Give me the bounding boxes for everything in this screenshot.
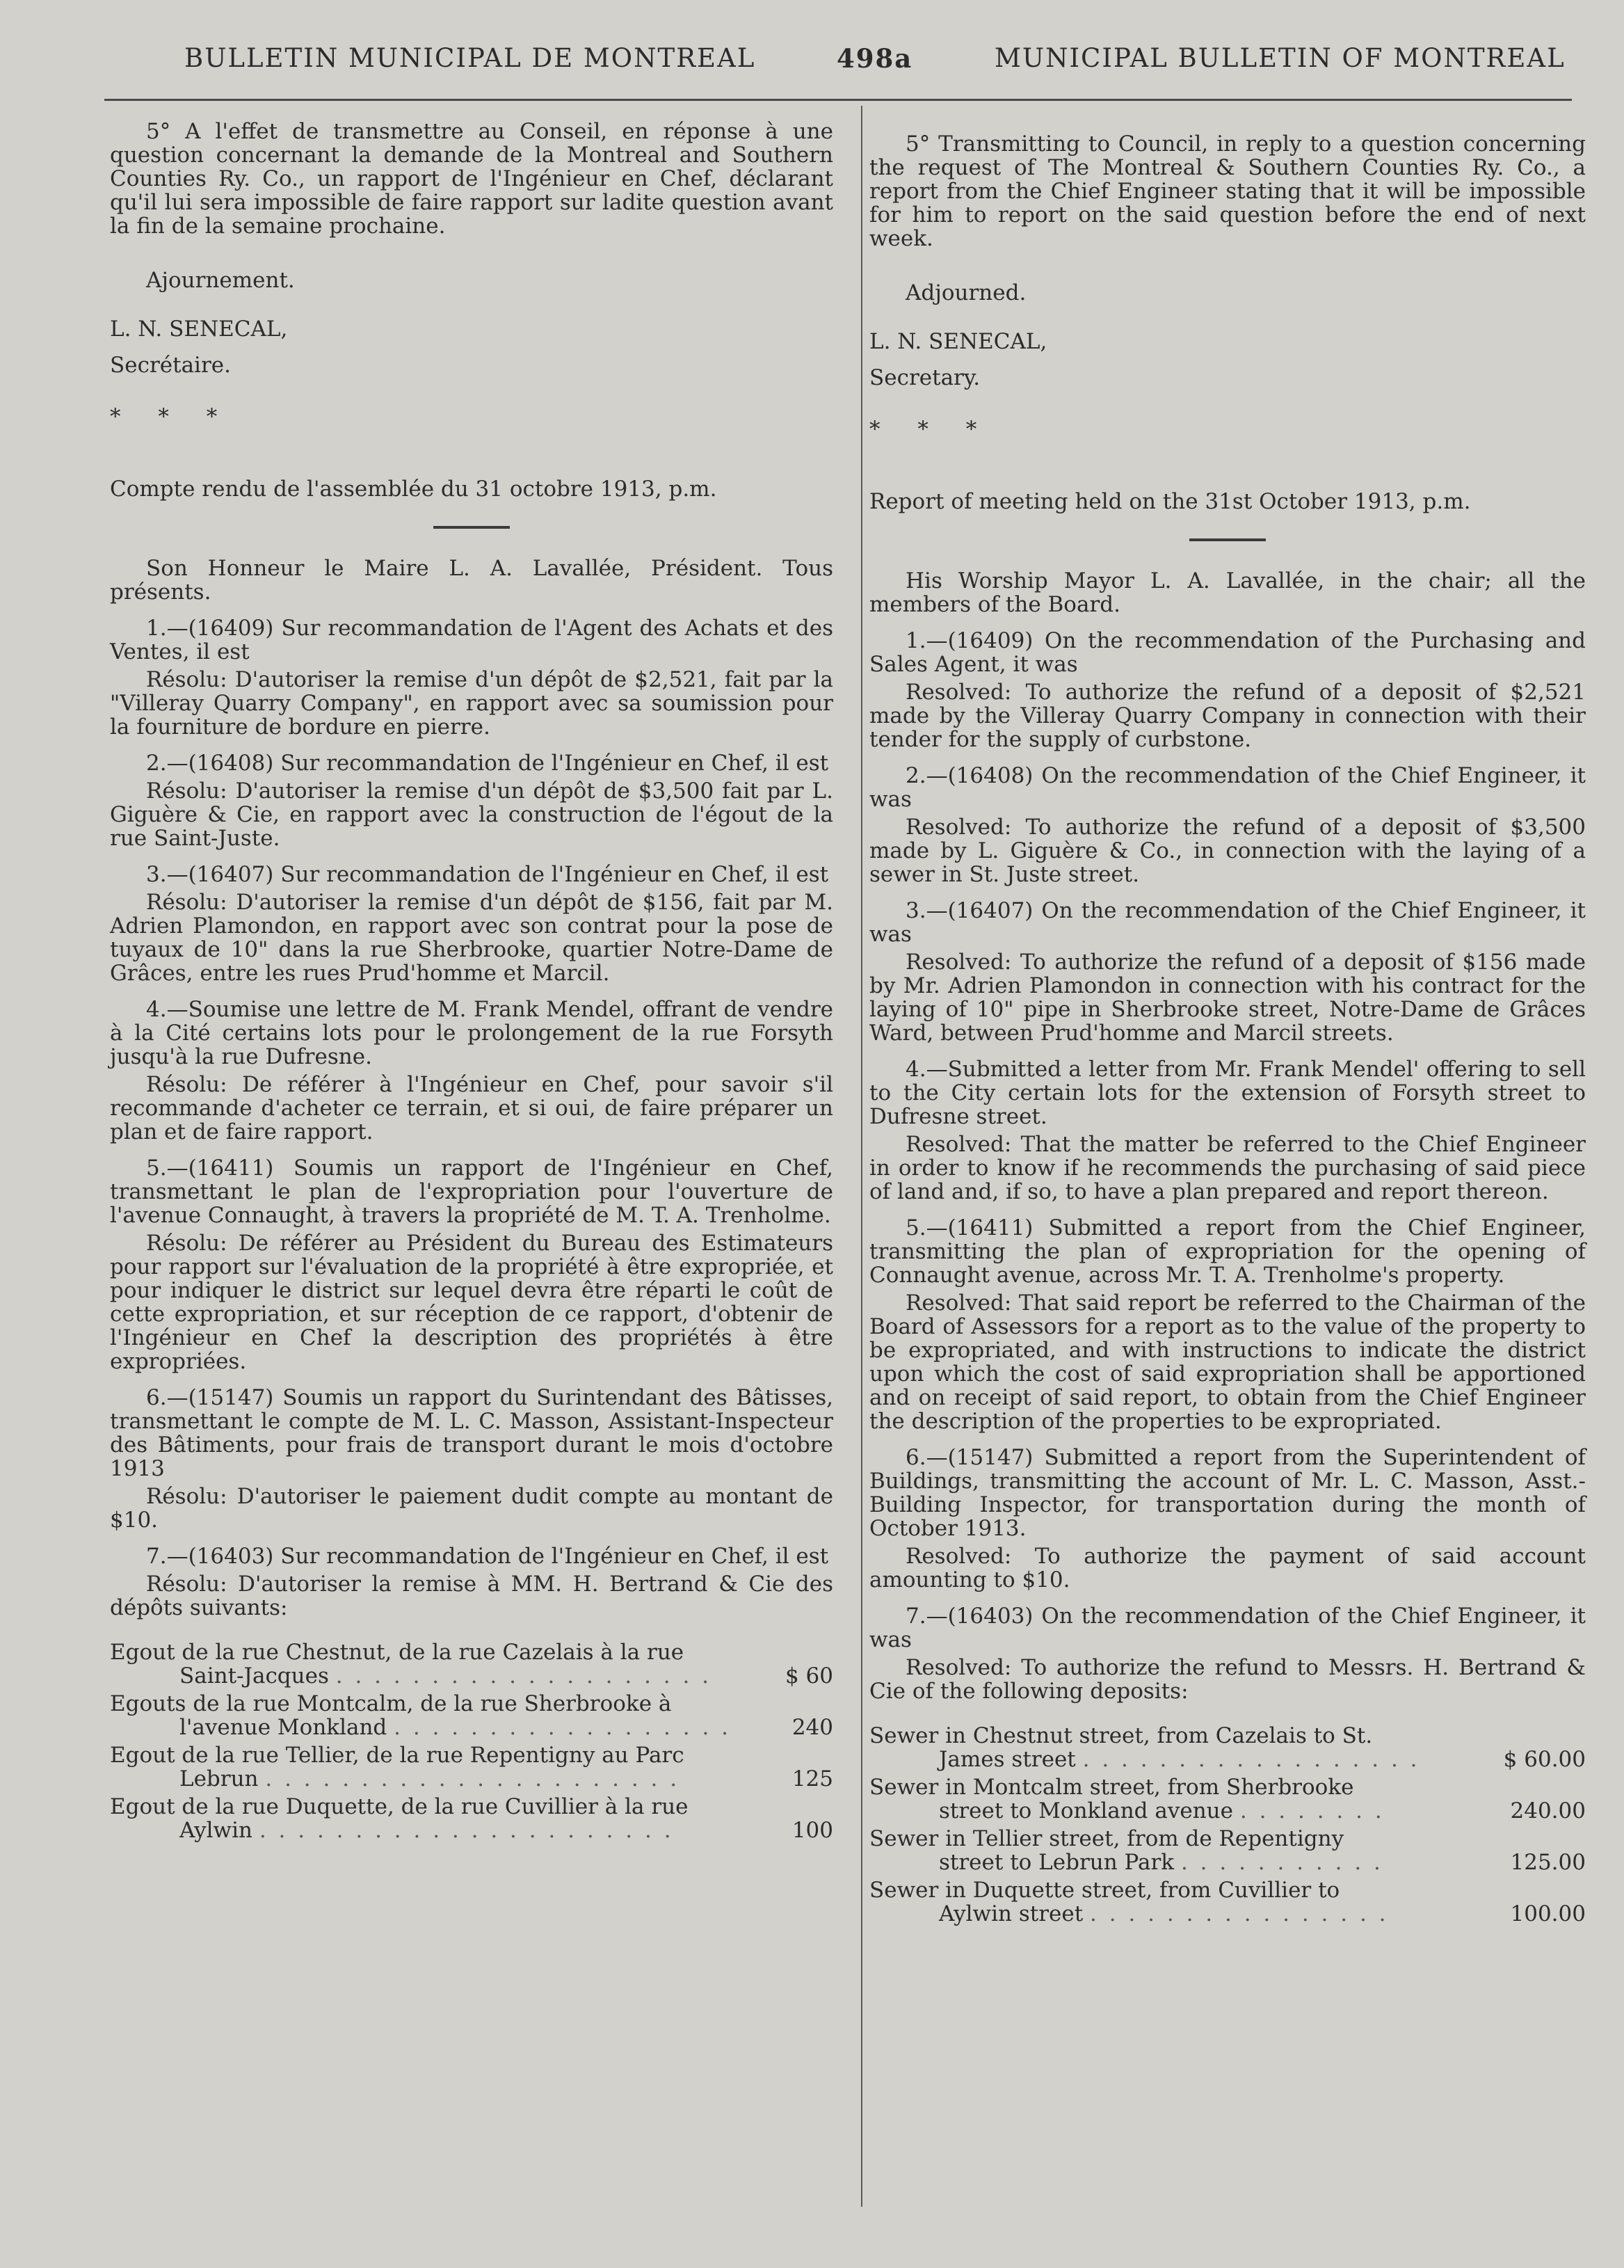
deposit-description-cont: Saint-Jacques — [179, 1663, 329, 1688]
header-title-english: MUNICIPAL BULLETIN OF MONTREAL — [995, 43, 1566, 73]
deposit-amount: 100 — [791, 1818, 833, 1843]
item-6: 6.—(15147) Soumis un rapport du Surintendant des Bâtisses, transmettant le compte de M. L. C. Masson, Assistant-Inspecteur des Bâtiments, pour frais de transport durant le mois d'octobre 1913 — [110, 1385, 833, 1481]
item-1: 1.—(16409) On the recommendation of the Purchasing and Sales Agent, it was — [869, 628, 1586, 677]
signature-name: L. N. SENECAL, — [869, 329, 1047, 354]
table-row: Egout de la rue Chestnut, de la rue Cazelais à la rue Saint-Jacques . . . . . . . . . . . . . . . . . . . . $ 60 — [110, 1640, 833, 1688]
item-7-resolution: Resolved: To authorize the refund to Messrs. H. Bertrand & Cie of the following deposits: — [869, 1655, 1586, 1704]
intro-paragraph: 5° A l'effet de transmettre au Conseil, en réponse à une question concernant la demande de la Montreal and Southern Counties Ry. Co., un rapport de l'Ingénieur en Chef, déclarant qu'il lui sera impossible de faire rapport sur ladite question avant la fin de la semaine prochaine. — [110, 119, 833, 239]
item-7: 7.—(16403) Sur recommandation de l'Ingénieur en Chef, il est — [146, 1544, 829, 1569]
table-row: Sewer in Duquette street, from Cuvillier to Aylwin street . . . . . . . . . . . . . . . . 100.00 — [869, 1878, 1586, 1926]
deposit-description-cont: Lebrun — [179, 1766, 259, 1791]
item-3: 3.—(16407) Sur recommandation de l'Ingénieur en Chef, il est — [146, 862, 829, 887]
deposit-description: Sewer in Tellier street, from de Repentigny — [869, 1826, 1344, 1851]
deposit-description-cont: street to Lebrun Park — [939, 1850, 1175, 1875]
signature-title: Secrétaire. — [110, 353, 231, 378]
deposit-description-cont: street to Monkland avenue — [939, 1798, 1233, 1823]
english-column — [869, 120, 1586, 1930]
deposit-description-cont: Aylwin street — [939, 1901, 1084, 1926]
deposit-description: Egout de la rue Chestnut, de la rue Cazelais à la rue — [110, 1640, 684, 1665]
deposit-description-cont: James street — [939, 1747, 1076, 1772]
item-3-resolution: Résolu: D'autoriser la remise d'un dépôt de $156, fait par M. Adrien Plamondon, en rapport avec son contrat pour la pose de tuyaux de 10" dans la rue Sherbrooke, quartier Notre-Dame de Grâces, entre les rues Prud'homme et Marcil. — [110, 890, 833, 986]
adjourned-text: Ajournement. — [146, 268, 295, 293]
signature-name: L. N. SENECAL, — [110, 317, 288, 342]
deposit-amount: $ 60 — [785, 1663, 833, 1688]
deposit-description: Egout de la rue Tellier, de la rue Repentigny au Parc — [110, 1743, 684, 1768]
meeting-title: Report of meeting held on the 31st October 1913, p.m. — [869, 489, 1471, 514]
item-4: 4.—Submitted a letter from Mr. Frank Mendel' offering to sell to the City certain lots for the extension of Forsyth street to Dufresne street. — [869, 1057, 1586, 1129]
item-1-resolution: Résolu: D'autoriser la remise d'un dépôt de $2,521, fait par la "Villeray Quarry Company", en rapport avec sa soumission pour la fourniture de bordure en pierre. — [110, 667, 833, 740]
presence-text: His Worship Mayor L. A. Lavallée, in the chair; all the members of the Board. — [869, 568, 1586, 617]
header-title-french: BULLETIN MUNICIPAL DE MONTREAL — [184, 43, 756, 73]
deposit-description-cont: l'avenue Monkland — [179, 1715, 387, 1740]
item-5: 5.—(16411) Soumis un rapport de l'Ingénieur en Chef, transmettant le plan de l'expropriation pour l'ouverture de l'avenue Connaught, à travers la propriété de M. T. A. Trenholme. — [110, 1156, 833, 1228]
item-3-resolution: Resolved: To authorize the refund of a deposit of $156 made by Mr. Adrien Plamondon in connection with his contract for the laying of 10" pipe in Sherbrooke street, Notre-Dame de Grâces Ward, between Prud'homme and Marcil streets. — [869, 950, 1586, 1046]
table-row: Egout de la rue Duquette, de la rue Cuvillier à la rue Aylwin . . . . . . . . . . . . . . . . . . . . . . 100 — [110, 1794, 833, 1843]
header-rule — [104, 99, 1572, 101]
deposit-description: Sewer in Chestnut street, from Cazelais to St. — [869, 1723, 1373, 1748]
item-2: 2.—(16408) Sur recommandation de l'Ingénieur en Chef, il est — [146, 751, 829, 776]
title-rule — [1189, 538, 1266, 541]
intro-paragraph: 5° Transmitting to Council, in reply to a question concerning the request of The Montreal & Southern Counties Ry. Co., a report from the Chief Engineer stating that it will be impossible for him to report on the said question before the end of next week. — [869, 131, 1586, 251]
item-3: 3.—(16407) On the recommendation of the Chief Engineer, it was — [869, 898, 1586, 947]
title-rule — [433, 526, 510, 529]
deposit-description: Egouts de la rue Montcalm, de la rue Sherbrooke à — [110, 1691, 672, 1716]
item-4: 4.—Soumise une lettre de M. Frank Mendel, offrant de vendre à la Cité certains lots pour le prolongement de la rue Forsyth jusqu'à la rue Dufresne. — [110, 997, 833, 1069]
table-row: Sewer in Tellier street, from de Repentigny street to Lebrun Park . . . . . . . . . . . 125.00 — [869, 1826, 1586, 1875]
deposits-table — [110, 1640, 833, 1842]
table-row: Sewer in Chestnut street, from Cazelais to St. James street . . . . . . . . . . . . . . . . . . $ 60.00 — [869, 1723, 1586, 1772]
item-2-resolution: Résolu: D'autoriser la remise d'un dépôt de $3,500 fait par L. Giguère & Cie, en rapport avec la construction de l'égout de la rue Saint-Juste. — [110, 778, 833, 851]
item-5-resolution: Resolved: That said report be referred to the Chairman of the Board of Assessors for a report as to the value of the property to be expropriated, and with instructions to indicate the district upon which the cost of said expropriation shall be apportioned and on receipt of said report, to obtain from the Chief Engineer the description of the properties to be expropriated. — [869, 1291, 1586, 1434]
signature-title: Secretary. — [869, 365, 981, 390]
table-row: Sewer in Montcalm street, from Sherbrooke street to Monkland avenue . . . . . . . . 240.00 — [869, 1775, 1586, 1823]
deposit-description-cont: Aylwin — [179, 1818, 252, 1843]
item-5-resolution: Résolu: De référer au Président du Bureau des Estimateurs pour rapport sur l'évaluation de la propriété à être expropriée, et pour indiquer le district sur lequel devra être réparti le coût de cette expropriation, et sur réception de ce rapport, d'obtenir de l'Ingénieur en Chef la description des propriétés à être expropriées. — [110, 1231, 833, 1374]
section-separator: * * * — [869, 417, 992, 442]
deposits-table — [869, 1724, 1586, 1926]
deposit-amount: 125 — [791, 1766, 833, 1791]
item-4-resolution: Resolved: That the matter be referred to the Chief Engineer in order to know if he recommends the purchasing of said piece of land and, if so, to have a plan prepared and report thereon. — [869, 1132, 1586, 1204]
deposit-amount: 240.00 — [1510, 1798, 1586, 1823]
item-1: 1.—(16409) Sur recommandation de l'Agent des Achats et des Ventes, il est — [110, 616, 833, 664]
presence-text: Son Honneur le Maire L. A. Lavallée, Président. Tous présents. — [110, 556, 833, 605]
deposit-amount: 125.00 — [1510, 1850, 1586, 1875]
item-6-resolution: Resolved: To authorize the payment of said account amounting to $10. — [869, 1544, 1586, 1592]
adjourned-text: Adjourned. — [906, 280, 1027, 305]
table-row: Egouts de la rue Montcalm, de la rue Sherbrooke à l'avenue Monkland . . . . . . . . . . . . . . . . . . 240 — [110, 1691, 833, 1740]
section-separator: * * * — [110, 404, 233, 429]
item-1-resolution: Resolved: To authorize the refund of a deposit of $2,521 made by the Villeray Quarry Company in connection with their tender for the supply of curbstone. — [869, 680, 1586, 752]
deposit-amount: $ 60.00 — [1503, 1747, 1586, 1772]
item-7-resolution: Résolu: D'autoriser la remise à MM. H. Bertrand & Cie des dépôts suivants: — [110, 1572, 833, 1620]
table-row: Egout de la rue Tellier, de la rue Repentigny au Parc Lebrun . . . . . . . . . . . . . . . . . . . . . . 125 — [110, 1743, 833, 1791]
deposit-amount: 100.00 — [1510, 1901, 1586, 1926]
french-column — [110, 120, 833, 1846]
item-4-resolution: Résolu: De référer à l'Ingénieur en Chef, pour savoir s'il recommande d'acheter ce terrain, et si oui, de faire préparer un plan et de faire rapport. — [110, 1072, 833, 1144]
item-6-resolution: Résolu: D'autoriser le paiement dudit compte au montant de $10. — [110, 1484, 833, 1533]
item-2: 2.—(16408) On the recommendation of the Chief Engineer, it was — [869, 763, 1586, 812]
column-divider — [861, 106, 862, 2207]
page-header — [0, 43, 1624, 85]
item-2-resolution: Resolved: To authorize the refund of a deposit of $3,500 made by L. Giguère & Co., in connection with the laying of a sewer in St. Juste street. — [869, 815, 1586, 887]
item-7: 7.—(16403) On the recommendation of the Chief Engineer, it was — [869, 1604, 1586, 1652]
deposit-description: Sewer in Montcalm street, from Sherbrooke — [869, 1775, 1354, 1800]
page-number: 498a — [837, 43, 913, 74]
deposit-description: Egout de la rue Duquette, de la rue Cuvillier à la rue — [110, 1794, 689, 1819]
meeting-title: Compte rendu de l'assemblée du 31 octobre 1913, p.m. — [110, 477, 717, 502]
item-5: 5.—(16411) Submitted a report from the Chief Engineer, transmitting the plan of expropriation for the opening of Connaught avenue, across Mr. T. A. Trenholme's property. — [869, 1215, 1586, 1288]
item-6: 6.—(15147) Submitted a report from the Superintendent of Buildings, transmitting the account of Mr. L. C. Masson, Asst.-Building Inspector, for transportation during the month of October 1913. — [869, 1445, 1586, 1541]
deposit-description: Sewer in Duquette street, from Cuvillier to — [869, 1878, 1340, 1903]
deposit-amount: 240 — [791, 1715, 833, 1740]
